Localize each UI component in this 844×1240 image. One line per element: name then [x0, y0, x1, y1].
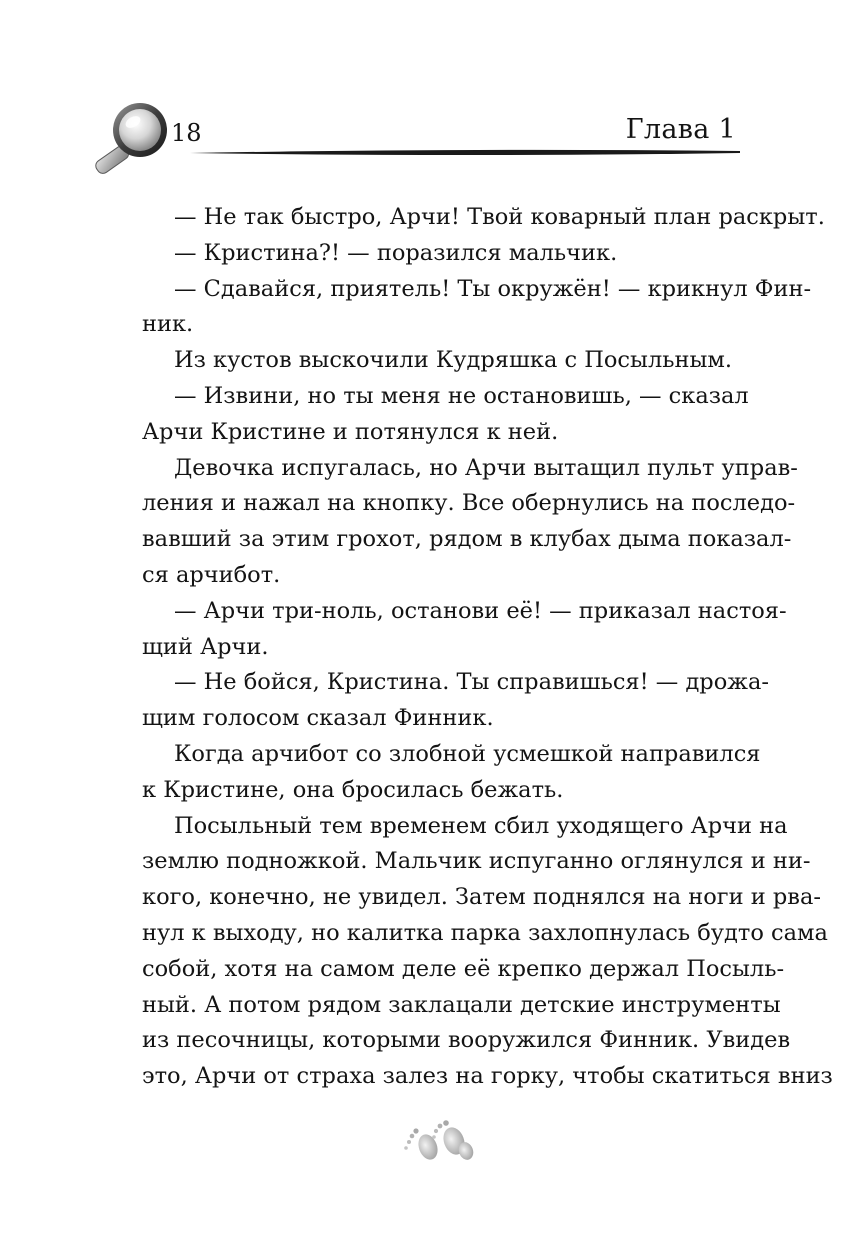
- text-line: — Кристина?! — поразился мальчик.: [174, 239, 618, 266]
- text-line: — Извини, но ты меня не остановишь, — сказал: [174, 382, 749, 409]
- footprints-icon: [398, 1117, 476, 1163]
- text-line: — Сдавайся, приятель! Ты окружён! — крикнул Фин-: [174, 275, 812, 302]
- text-line: щим голосом сказал Финник.: [142, 705, 494, 732]
- body-text: [142, 200, 833, 1095]
- header-rule: [190, 148, 740, 158]
- text-line: кого, конечно, не увидел. Затем поднялся на ноги и рва-: [142, 884, 821, 911]
- text-line: Когда арчибот со злобной усмешкой направился: [174, 740, 761, 767]
- text-line: — Не бойся, Кристина. Ты справишься! — дрожа-: [174, 669, 769, 696]
- text-line: Арчи Кристине и потянулся к ней.: [142, 418, 559, 445]
- text-line: к Кристине, она бросилась бежать.: [142, 776, 564, 803]
- text-line: вавший за этим грохот, рядом в клубах дыма показал-: [142, 526, 792, 553]
- text-line: — Арчи три-ноль, останови её! — приказал настоя-: [174, 597, 787, 624]
- text-line: ся арчибот.: [142, 561, 281, 588]
- text-line: собой, хотя на самом деле её крепко держал Посыль-: [142, 955, 785, 982]
- chapter-title: Глава 1: [625, 114, 736, 145]
- text-line: ный. А потом рядом заклацали детские инструменты: [142, 991, 781, 1018]
- magnifying-glass-icon: [88, 98, 178, 178]
- text-line: Посыльный тем временем сбил уходящего Арчи на: [174, 812, 788, 839]
- text-line: из песочницы, которыми вооружился Финник. Увидев: [142, 1027, 791, 1054]
- text-line: ник.: [142, 311, 194, 338]
- text-line: землю подножкой. Мальчик испуганно оглянулся и ни-: [142, 848, 811, 875]
- text-line: ления и нажал на кнопку. Все обернулись на последо-: [142, 490, 796, 517]
- page-number: 18: [171, 119, 202, 147]
- text-line: Девочка испугалась, но Арчи вытащил пульт управ-: [174, 454, 798, 481]
- text-line: это, Арчи от страха залез на горку, чтобы скатиться вниз: [142, 1063, 833, 1090]
- text-line: Из кустов выскочили Кудряшка с Посыльным.: [174, 347, 733, 374]
- text-line: нул к выходу, но калитка парка захлопнулась будто сама: [142, 919, 828, 946]
- text-line: щий Арчи.: [142, 633, 269, 660]
- text-line: — Не так быстро, Арчи! Твой коварный план раскрыт.: [174, 204, 825, 230]
